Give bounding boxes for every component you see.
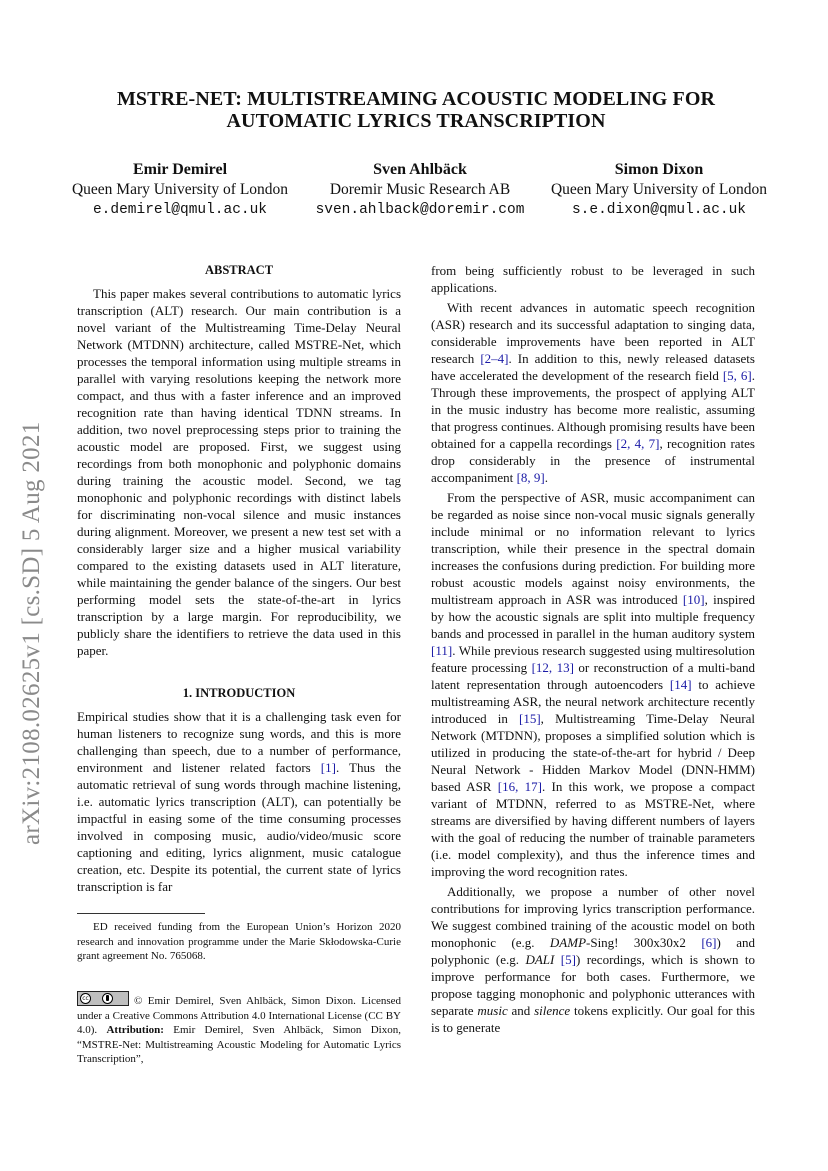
abstract-text: This paper makes several contributions to automatic lyrics transcription (ALT) research. Our main contribution is a novel variant of the Multistreaming Time-Delay Neural Network (MTDNN) architecture, called MSTRE-Net, which processes the temporal information using multiple streams in parallel with varying resolutions keeping the network more compact, and thus with a faster inference and an improved recognition rate than having identical TDNN streams. In addition, two novel preprocessing steps prior to training the acoustic model are proposed. First, we suggest using recordings from both monophonic and polyphonic domains during training the acoustic model. Second, we tag monophonic and polyphonic recordings with distinct labels for discriminating non-vocal silence and music instances during alignment. Moreover, we present a new test set with a considerably larger size and a higher musical variability compared to the existing datasets used in ALT literature, while maintaining the gender balance of the singers. Our best performing model sets the state-of-the-art in lyrics transcription by a large margin. For reproducibility, we publicly share the identifiers to retrieve the data used in this paper.	[77, 286, 401, 658]
text-run: Additionally, we propose a number of other novel contributions for improving lyrics transcription performance. We suggest combined training of the acoustic model on both monophonic (e.g.	[431, 884, 755, 950]
text-run: .	[544, 470, 548, 485]
author-email[interactable]: s.e.dixon@qmul.ac.uk	[571, 202, 747, 218]
citation-link[interactable]: [16, 17]	[497, 779, 542, 794]
text-run: . In addition to this, newly released datasets have accelerated the development of the research field	[431, 351, 755, 383]
abstract-heading: ABSTRACT	[204, 263, 274, 277]
text-run: ) recordings, which is shown to improve performance for both cases. Furthermore, we propose tagging monophonic and polyphonic utterances with separate	[431, 952, 756, 1018]
text-run: -Sing! 300x30x2	[586, 935, 702, 950]
text-run: to achieve multistreaming ASR, the neural network architecture recently introduced in	[431, 677, 755, 726]
author-email[interactable]: e.demirel@qmul.ac.uk	[92, 202, 268, 218]
funding-footnote: ED received funding from the European Union’s Horizon 2020 research and innovation programme under the Marie Skłodowska-Curie grant agreement No. 765068.	[77, 921, 401, 962]
citation-link[interactable]: [11]	[431, 643, 453, 658]
author-block	[62, 160, 298, 220]
text-run: . Through these improvements, the prospect of applying ALT in the music industry has become more realistic, assuming that progress continues. Although promising results have been obtained for a cappella recordings	[431, 368, 755, 451]
cc-by-license-icon[interactable]	[77, 991, 129, 1006]
text-run: , Multistreaming Time-Delay Neural Network (MTDNN), proposes a simplified solution which is utilized in producing the state-of-the-art for hybrid / Deep Neural Network - Hidden Markov Model (DNN-HMM) based ASR	[431, 711, 755, 794]
dataset-name: DAMP	[549, 935, 587, 950]
text-run: or reconstruction of a multi-band latent representation through autoencoders	[431, 660, 755, 692]
attribution-label: Attribution:	[106, 1024, 164, 1036]
emphasis-term: music	[477, 1003, 508, 1018]
author-name: Sven Ahlbäck	[373, 161, 467, 178]
citation-link[interactable]: [12, 13]	[531, 660, 574, 675]
paragraph	[431, 489, 755, 880]
author-name: Simon Dixon	[614, 161, 704, 178]
intro-paragraph	[77, 708, 401, 895]
cc-icon: cc	[80, 993, 91, 1004]
author-affiliation: Queen Mary University of London	[71, 181, 289, 198]
arxiv-identifier-stamp: arXiv:2108.02625v1 [cs.SD] 5 Aug 2021	[18, 421, 45, 845]
author-block	[540, 160, 778, 220]
text-run: , inspired by how the acoustic signals are split into multiple frequency bands and processed in parallel in the human auditory system	[431, 592, 755, 641]
footnote-divider	[77, 913, 205, 914]
citation-link[interactable]: [2, 4, 7]	[616, 436, 660, 451]
citation-link[interactable]: [2–4]	[480, 351, 509, 366]
text-run: . Thus the automatic retrieval of sung words through machine listening, i.e. automatic lyrics transcription (ALT), can potentially be impactful in easing some of the time consuming processes involved in composing music, audio/video/music score captioning and editing, lyrics alignment, music catalogue creation, etc. Despite its potential, the current state of lyrics transcription is far	[77, 760, 401, 894]
title-line-2: AUTOMATIC LYRICS TRANSCRIPTION	[226, 110, 606, 132]
citation-link[interactable]: [8, 9]	[516, 470, 545, 485]
text-run: and	[507, 1003, 535, 1018]
text-run: tokens explicitly. Our goal for this is to generate	[431, 1003, 755, 1035]
emphasis-term: silence	[534, 1003, 571, 1018]
author-name: Emir Demirel	[132, 161, 228, 178]
text-run: Empirical studies show that it is a challenging task even for human listeners to recognize sung words, and this is more challenging than speech, due to a number of performance, environment and listener related factors	[77, 709, 401, 775]
right-column	[431, 262, 755, 1036]
text-run: From the perspective of ASR, music accompaniment can be regarded as noise since non-vocal music signals generally include minimal or no information relevant to lyrics transcription, while their presence in the spectral domain increases the confusions during prediction. For building more robust acoustic models against noisy environments, the multistream approach in ASR was introduced	[431, 490, 755, 607]
introduction-heading: 1. INTRODUCTION	[182, 686, 296, 700]
citation-link[interactable]: [10]	[682, 592, 705, 607]
by-person-icon	[102, 993, 113, 1004]
dataset-name: DALI	[525, 952, 555, 967]
citation-link[interactable]: [1]	[320, 760, 336, 775]
text-run: . While previous research suggested using multiresolution feature processing	[431, 643, 755, 675]
citation-link[interactable]: [5]	[560, 952, 576, 967]
author-block	[298, 160, 542, 220]
citation-link[interactable]: [6]	[701, 935, 717, 950]
paragraph-continuation: from being sufficiently robust to be leveraged in such applications.	[431, 263, 755, 295]
citation-link[interactable]: [14]	[669, 677, 692, 692]
text-run: . In this work, we propose a compact variant of MTDNN, referred to as MSTRE-Net, where streams are diversified by having different numbers of layers with the goal of reducing the number of trainable parameters (i.e. model complexity), and thus the inference times and improving the word recognition rates.	[431, 779, 756, 879]
paper-title	[78, 88, 754, 132]
author-affiliation: Doremir Music Research AB	[329, 181, 511, 198]
citation-link[interactable]: [15]	[519, 711, 541, 726]
author-email[interactable]: sven.ahlback@doremir.com	[315, 202, 525, 218]
title-line-1: MSTRE-NET: MULTISTREAMING ACOUSTIC MODELING FOR	[116, 88, 716, 110]
author-affiliation: Queen Mary University of London	[550, 181, 768, 198]
paragraph	[431, 883, 755, 1036]
license-notice	[77, 991, 401, 1067]
text-run: With recent advances in automatic speech recognition (ASR) research and its successful adaptation to singing data, considerable improvements have been reported in ALT research	[431, 300, 755, 366]
paragraph	[431, 299, 755, 486]
left-column	[77, 262, 401, 895]
text-run: © Emir Demirel, Sven Ahlbäck, Simon Dixon. Licensed under a Creative Commons Attribution 4.0 International License (CC BY 4.0).	[77, 995, 401, 1036]
text-run: , recognition rates drop considerably in the presence of instrumental accompaniment	[431, 436, 755, 485]
text-run: ) and polyphonic (e.g.	[431, 935, 756, 967]
text-run: Emir Demirel, Sven Ahlbäck, Simon Dixon, “MSTRE-Net: Multistreaming Acoustic Modeling for Automatic Lyrics Transcription”,	[77, 1024, 401, 1065]
citation-link[interactable]: [5, 6]	[722, 368, 752, 383]
